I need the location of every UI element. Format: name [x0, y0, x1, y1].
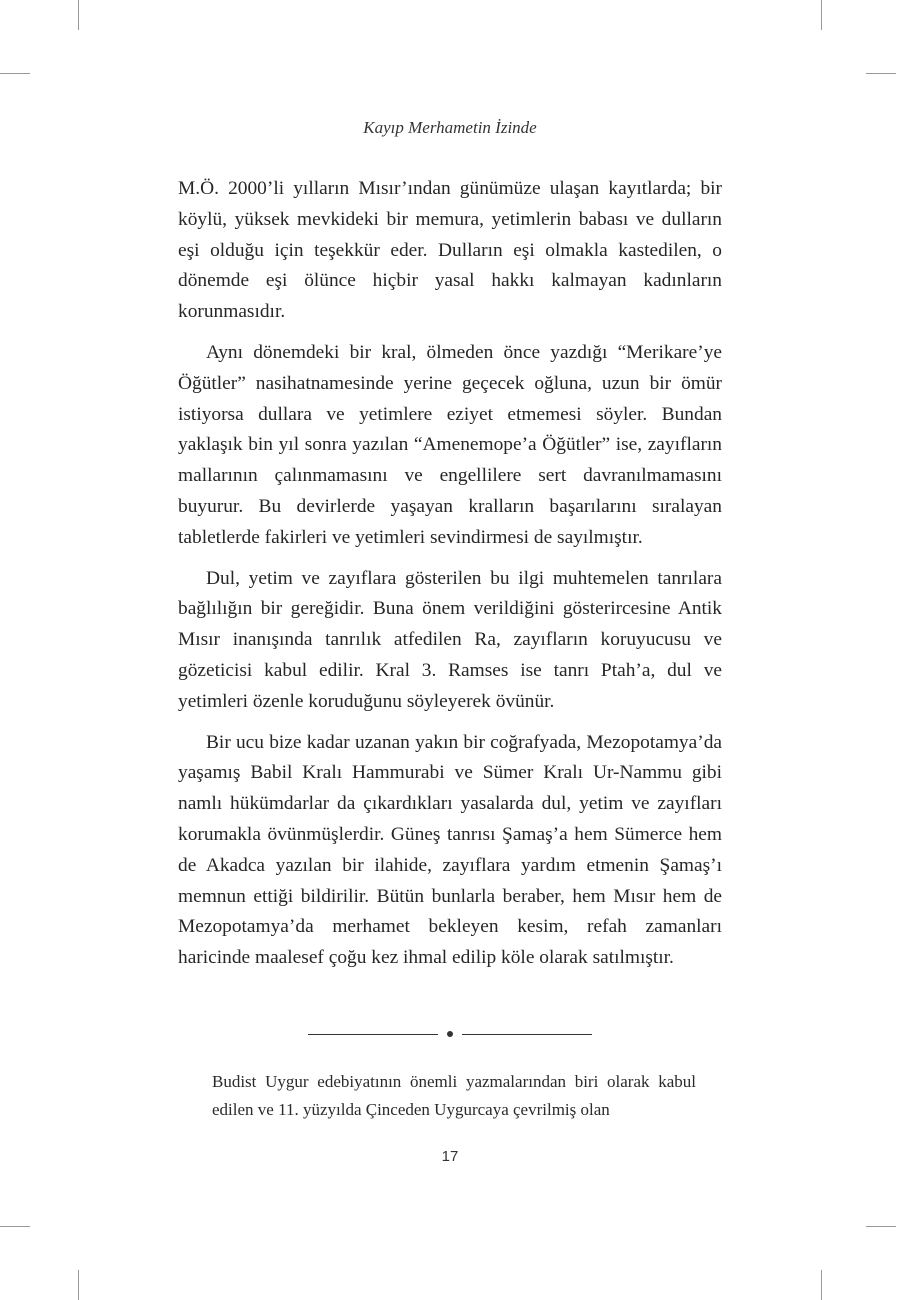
paragraph-2: Aynı dönemdeki bir kral, ölmeden önce yazdığı “Merikare’ye Öğütler” nasihatnamesinde yerine geçecek oğluna, uzun bir ömür istiyorsa dullara ve yetimlere eziyet etmemesi söyler. Bundan yaklaşık bin yıl sonra yazılan “Amenemope’a Öğütler” ise, zayıfların mallarının çalınmamasını ve engellilere sert davranılmamasını buyurur. Bu devirlerde yaşayan kralların başarılarını sıralayan tabletlerde fakirleri ve yetimleri sevindirmesi de sayılmıştır. [178, 341, 722, 548]
crop-mark-left-top [0, 73, 30, 74]
crop-mark-top-left [78, 0, 79, 30]
divider-rule-left [308, 1034, 438, 1035]
crop-mark-right-bottom [866, 1226, 896, 1227]
paragraph-1: M.Ö. 2000’li yılların Mısır’ından günümüze ulaşan kayıtlarda; bir köylü, yüksek mevkideki bir memura, yetimlerin babası ve dulların eşi olduğu için teşekkür eder. Dulların eşi olmakla kastedilen, o dönemde eşi ölünce hiçbir yasal hakkı kalmayan kadınların korunmasıdır. [178, 178, 722, 323]
running-head: Kayıp Merhametin İzinde [363, 118, 537, 137]
paragraph-4: Bir ucu bize kadar uzanan yakın bir coğrafyada, Mezopotamya’da yaşamış Babil Kralı Hammurabi ve Sümer Kralı Ur-Nammu gibi namlı hükümdarlar da çıkardıkları yasalarda dul, yetim ve zayıfları korumakla övünmüşlerdir. Güneş tanrısı Şamaş’a hem Sümerce hem de Akadca yazılan bir ilahide, zayıflara yardım etmenin Şamaş’ı memnun ettiği bildirilir. Bütün bunlarla beraber, hem Mısır hem de Mezopotamya’da merhamet bekleyen kesim, refah zamanları haricinde maalesef çoğu kez ihmal edilip köle olarak satılmıştır. [178, 731, 722, 969]
divider-rule-right [462, 1034, 592, 1035]
crop-mark-left-bottom [0, 1226, 30, 1227]
excerpt-paragraph: Budist Uygur edebiyatının önemli yazmalarından biri olarak kabul edilen ve 11. yüzyılda Çinceden Uygurcaya çevrilmiş olan [212, 1072, 696, 1119]
crop-mark-top-right [821, 0, 822, 30]
crop-mark-right-top [866, 73, 896, 74]
excerpt-text [212, 1068, 696, 1124]
divider-dot [447, 1031, 453, 1037]
crop-mark-bottom-left [78, 1270, 79, 1300]
page-number: 17 [441, 1148, 459, 1165]
section-divider [308, 1025, 592, 1045]
crop-mark-bottom-right [821, 1270, 822, 1300]
body-text [178, 174, 722, 984]
paragraph-3: Dul, yetim ve zayıflara gösterilen bu ilgi muhtemelen tanrılara bağlılığın bir gereğidir. Buna önem verildiğini gösterircesine Antik Mısır inanışında tanrılık atfedilen Ra, zayıfların koruyucusu ve gözeticisi kabul edilir. Kral 3. Ramses ise tanrı Ptah’a, dul ve yetimleri özenle koruduğunu söyleyerek övünür. [178, 567, 722, 712]
